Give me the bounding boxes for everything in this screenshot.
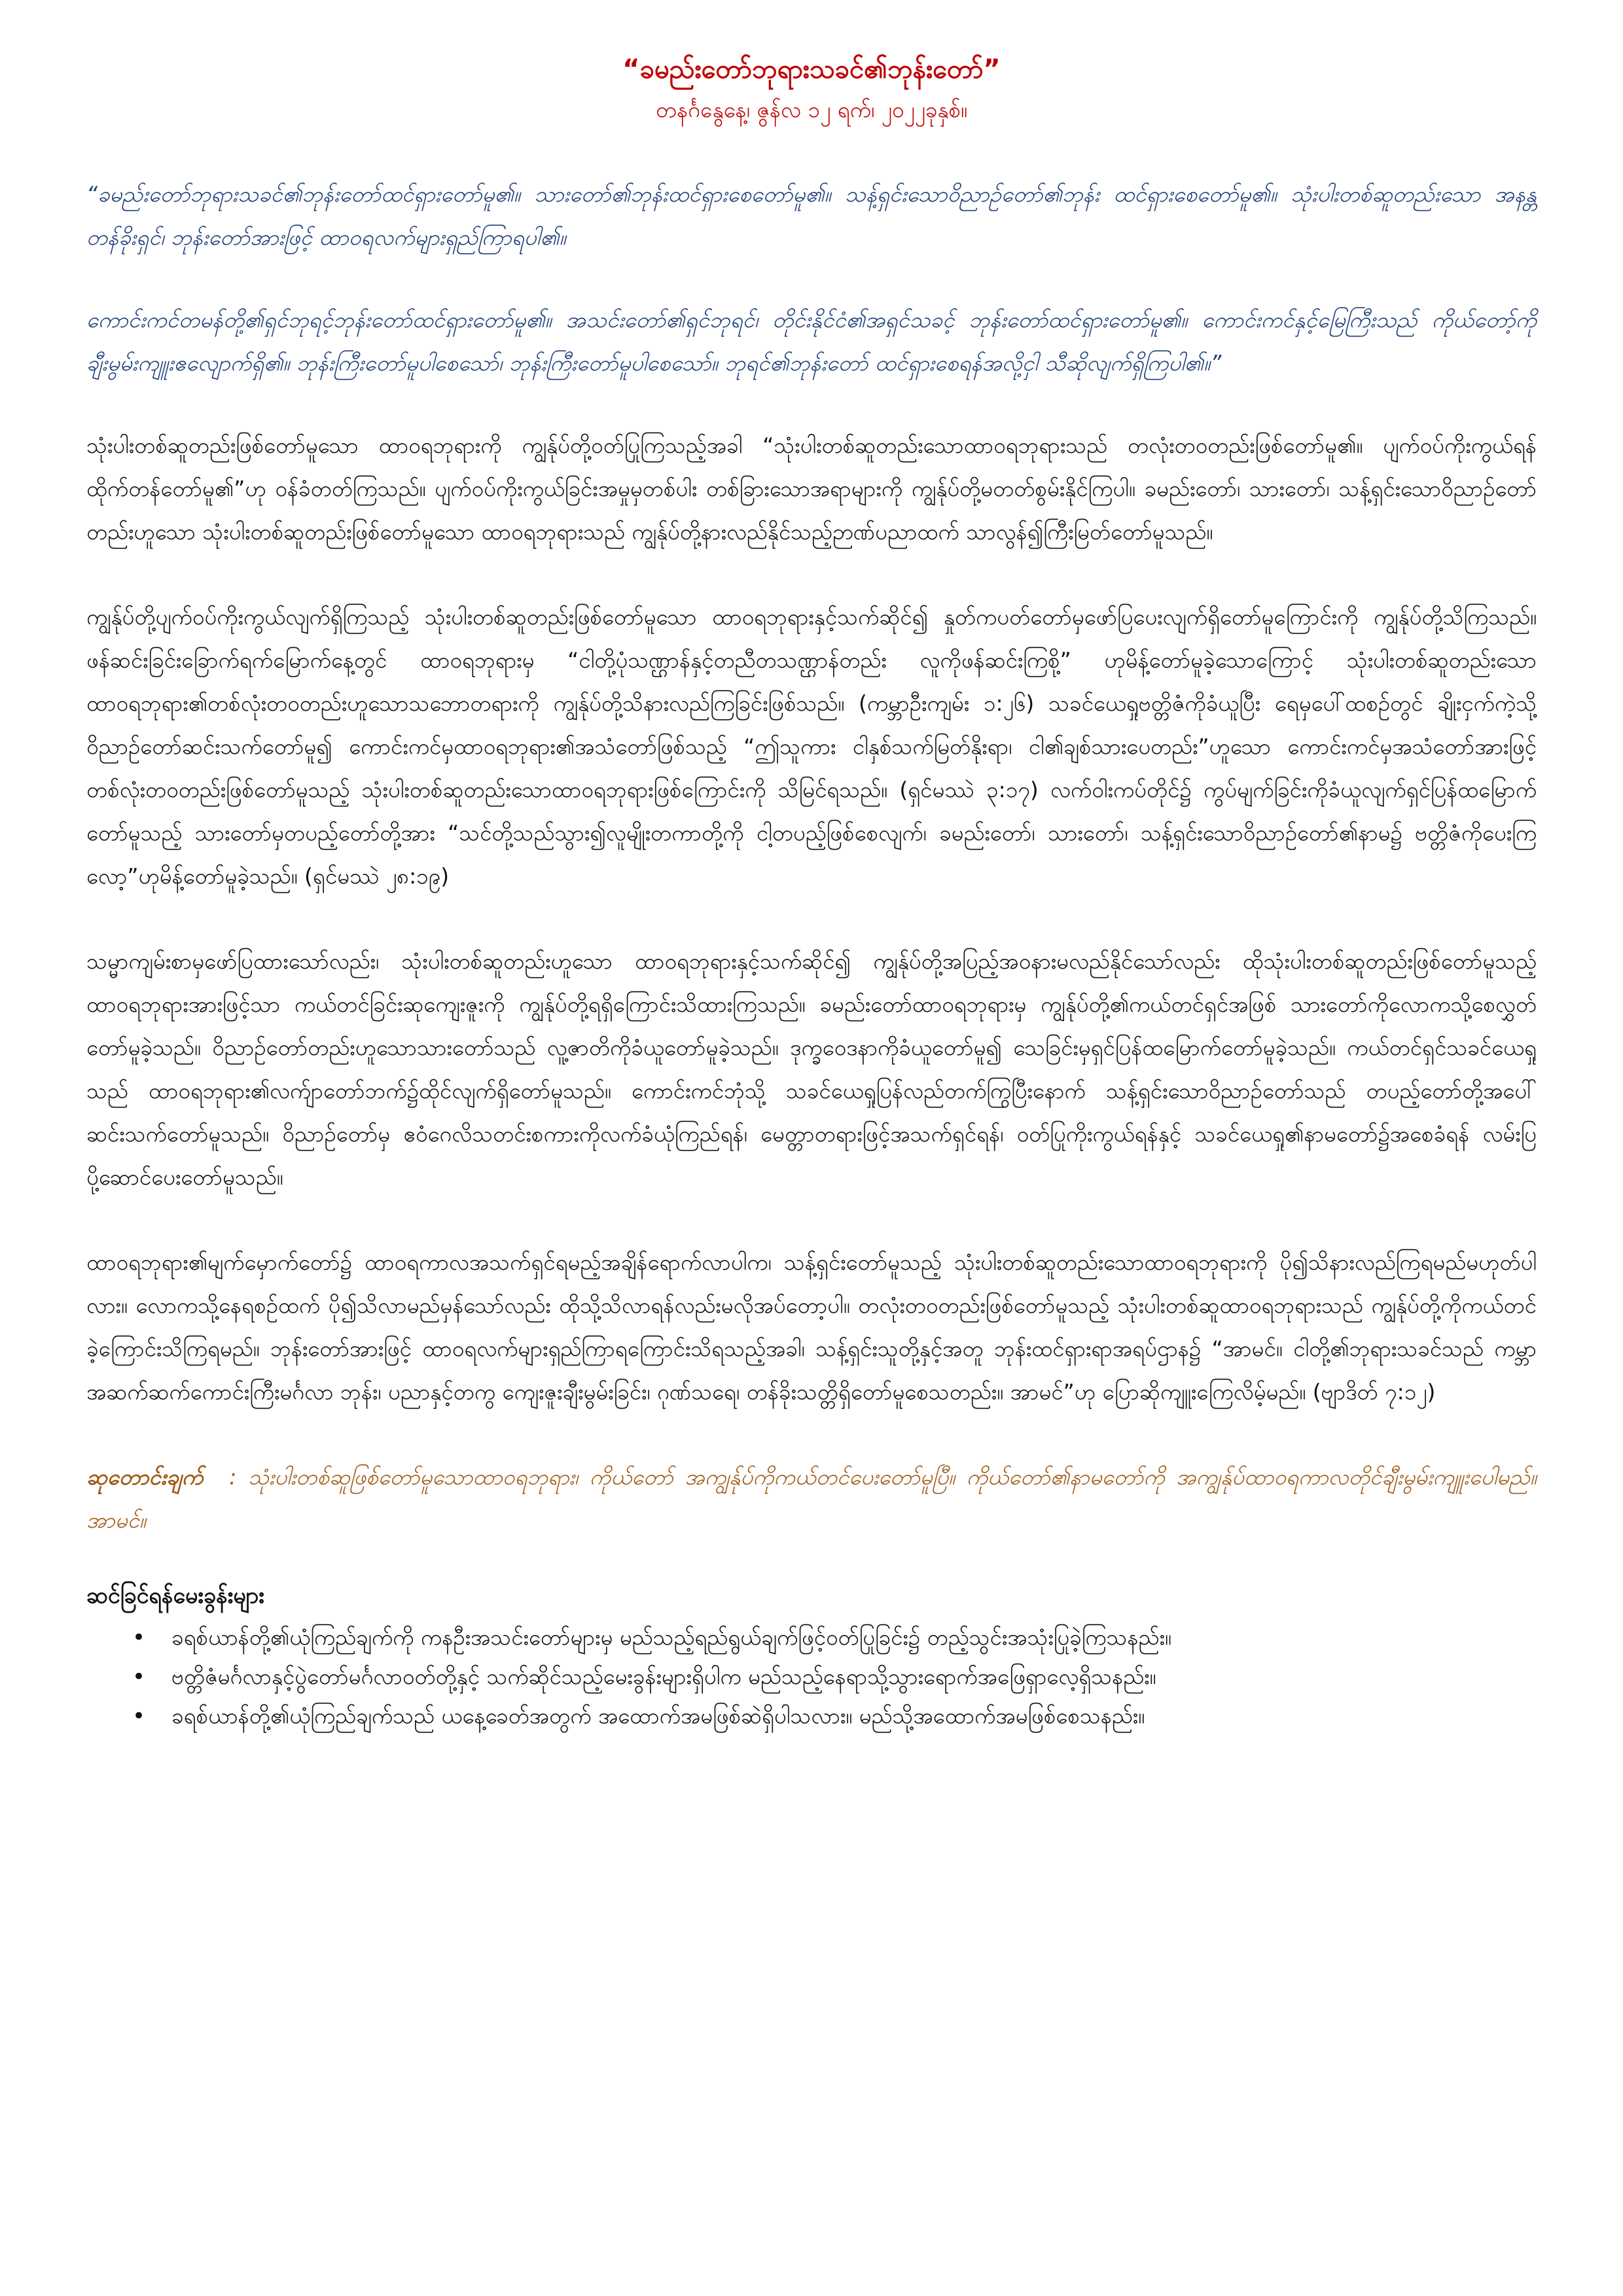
bullet-icon: •: [132, 1664, 146, 1690]
opening-quote-1: “ခမည်းတော်ဘုရားသခင်၏ဘုန်းတော်ထင်ရှားတော်မူ၏။ သားတော်၏ဘုန်းထင်ရှားစေတော်မူ၏။ သန့်ရှင်းသောဝိညာဉ်တော်၏ဘုန်း ထင်ရှားစေတော်မူ၏။ သုံးပါးတစ်ဆူတည်းသော အနန္တတန်ခိုးရှင်၊ ဘုန်းတော်အားဖြင့် ထာဝရလက်များရှည်ကြာရပါ၏။: [86, 181, 1537, 250]
question-text: ခရစ်ယာန်တို့၏ယုံကြည်ချက်ကို ကနဦးအသင်းတော်များမှ မည်သည့်ရည်ရွယ်ချက်ဖြင့်ဝတ်ပြုခြင်း၌ တည့်သွင်းအသုံးပြုခဲ့ကြသနည်း။: [171, 1624, 1171, 1650]
bullet-icon: •: [132, 1624, 146, 1651]
question-item: [126, 1618, 1537, 1657]
question-text: ခရစ်ယာန်တို့၏ယုံကြည်ချက်သည် ယနေ့ခေတ်အတွက် အထောက်အမဖြစ်ဆဲရှိပါသလား။ မည်သို့အထောက်အမဖြစ်စေသနည်း။: [171, 1703, 1145, 1729]
body-paragraph-4: ထာဝရဘုရား၏မျက်မှောက်တော်၌ ထာဝရကာလအသက်ရှင်ရမည့်အချိန်ရောက်လာပါက၊ သန့်ရှင်းတော်မူသည့် သုံးပါးတစ်ဆူတည်းသောထာဝရဘုရားကို ပို၍သိနားလည်ကြရမည်မဟုတ်ပါလား။ လောကသို့နေရစဉ်ထက် ပို၍သိလာမည်မှန်သော်လည်း ထိုသို့သိလာရန်လည်းမလိုအပ်တော့ပါ။ တလုံးတဝတည်းဖြစ်တော်မူသည့် သုံးပါးတစ်ဆူထာဝရဘုရားသည် ကျွန်ုပ်တို့ကိုကယ်တင်ခဲ့ကြောင်းသိကြရမည်။ ဘုန်းတော်အားဖြင့် ထာဝရလက်များရှည်ကြာရကြောင်းသိရသည့်အခါ၊ သန့်ရှင်းသူတို့နှင့်အတူ ဘုန်းထင်ရှားရာအရပ်ဌာန၌ “အာမင်။ ငါတို့၏ဘုရားသခင်သည် ကမ္ဘာအဆက်ဆက်ကောင်းကြီးမင်္ဂလာ ဘုန်း၊ ပညာနှင့်တကွ ကျေးဇူးချီးမွမ်းခြင်း၊ ဂုဏ်သရေ၊ တန်ခိုးသတ္တိရှိတော်မူစေသတည်း။ အာမင်”ဟု ပြောဆိုကျူးကြေလိမ့်မည်။ (ဗျာဒိတ် ၇:၁၂): [86, 1249, 1537, 1405]
question-text: ဗတ္တိဇံမင်္ဂလာနှင့်ပွဲတော်မင်္ဂလာဝတ်တို့နှင့် သက်ဆိုင်သည့်မေးခွန်းများရှိပါက မည်သည့်နေရာသို့သွားရောက်အဖြေရှာလေ့ရှိသနည်း။: [171, 1664, 1156, 1689]
opening-quote-2: ကောင်းကင်တမန်တို့၏ရှင်ဘုရင့်ဘုန်းတော်ထင်ရှားတော်မူ၏။ အသင်းတော်၏ရှင်ဘုရင်၊ တိုင်းနိုင်ငံ၏အရှင်သခင့် ဘုန်းတော်ထင်ရှားတော်မူ၏။ ကောင်းကင်နှင့်မြေကြီးသည် ကိုယ်တော့်ကိုချီးမွမ်းကျူးဧလျောက်ရှိ၏။ ဘုန်းကြီးတော်မူပါစေသော်၊ ဘုန်းကြီးတော်မူပါစေသော်။ ဘုရင်၏ဘုန်းတော် ထင်ရှားစေရန်အလို့ငှါ သီဆိုလျက်ရှိကြပါ၏။”: [86, 307, 1537, 376]
prayer-label: ဆုတောင်းချက်: [86, 1464, 204, 1490]
prayer-text: : သုံးပါးတစ်ဆူဖြစ်တော်မူသောထာဝရဘုရား၊ ကိုယ်တော် အကျွန်ုပ်ကိုကယ်တင်ပေးတော်မူပြီ။ ကိုယ်တော်၏နာမတော်ကို အကျွန်ုပ်ထာဝရကာလတိုင်ချီးမွမ်းကျူးပေါမည်။ အာမင်။: [86, 1464, 1537, 1533]
bullet-icon: •: [132, 1703, 146, 1729]
page-title: “ခမည်းတော်ဘုရားသခင်၏ဘုန်းတော်”: [622, 54, 1001, 84]
question-item: [126, 1657, 1537, 1696]
prayer-block: [86, 1456, 1537, 1542]
body-paragraph-1: သုံးပါးတစ်ဆူတည်းဖြစ်တော်မူသော ထာဝရဘုရားကို ကျွန်ုပ်တို့ဝတ်ပြုကြသည့်အခါ “သုံးပါးတစ်ဆူတည်းသောထာဝရဘုရားသည် တလုံးတဝတည်းဖြစ်တော်မူ၏။ ပျက်ဝပ်ကိုးကွယ်ရန် ထိုက်တန်တော်မူ၏”ဟု ဝန်ခံတတ်ကြသည်။ ပျက်ဝပ်ကိုးကွယ်ခြင်းအမှုမှတစ်ပါး တစ်ခြားသောအရာများကို ကျွန်ုပ်တို့မတတ်စွမ်းနိုင်ကြပါ။ ခမည်းတော်၊ သားတော်၊ သန့်ရှင်းသောဝိညာဉ်တော်တည်းဟူသော သုံးပါးတစ်ဆူတည်းဖြစ်တော်မူသော ထာဝရဘုရားသည် ကျွန်ုပ်တို့နားလည်နိုင်သည့်ဉာဏ်ပညာထက် သာလွန်၍ကြီးမြတ်တော်မူသည်။: [86, 433, 1537, 545]
page-date: တနင်္ဂနွေနေ့၊ ဇွန်လ ၁၂ ရက်၊ ၂၀၂၂ခုနှစ်။: [655, 97, 968, 122]
question-item: [126, 1696, 1537, 1736]
questions-heading: ဆင်ခြင်ရန်မေးခွန်းများ: [86, 1583, 264, 1609]
body-paragraph-2: ကျွန်ုပ်တို့ပျက်ဝပ်ကိုးကွယ်လျက်ရှိကြသည့် သုံးပါးတစ်ဆူတည်းဖြစ်တော်မူသော ထာဝရဘုရားနှင့်သက်ဆိုင်၍ နှုတ်ကပတ်တော်မှဖော်ပြပေးလျက်ရှိတော်မူကြောင်းကို ကျွန်ုပ်တို့သိကြသည်။ ဖန်ဆင်းခြင်းခြောက်ရက်မြောက်နေ့တွင် ထာဝရဘုရားမှ “ငါတို့ပုံသဏ္ဌာန်နှင့်တညီတသဏ္ဌာန်တည်း လူကိုဖန်ဆင်းကြစို့” ဟုမိန့်တော်မူခဲ့သောကြောင့် သုံးပါးတစ်ဆူတည်းသော ထာဝရဘုရား၏တစ်လုံးတဝတည်းဟူသောသဘောတရားကို ကျွန်ုပ်တို့သိနားလည်ကြခြင်းဖြစ်သည်။ (ကမ္ဘာဦးကျမ်း ၁:၂၆) သခင်ယေရှုဗတ္တိဇံကိုခံယူပြီး ရေမှပေါ်ထစဉ်တွင် ချိုးငှက်ကဲ့သို့ဝိညာဉ်တော်ဆင်းသက်တော်မူ၍ ကောင်းကင်မှထာဝရဘုရား၏အသံတော်ဖြစ်သည့် “ဤသူကား ငါနှစ်သက်မြတ်နိုးရာ၊ ငါ၏ချစ်သားပေတည်း”ဟူသော ကောင်းကင်မှအသံတော်အားဖြင့် တစ်လုံးတဝတည်းဖြစ်တော်မူသည့် သုံးပါးတစ်ဆူတည်းသောထာဝရဘုရားဖြစ်ကြောင်းကို သိမြင်ရသည်။ (ရှင်မဿဲ ၃:၁၇) လက်ဝါးကပ်တိုင်၌ ကွပ်မျက်ခြင်းကိုခံယူလျက်ရှင်ပြန်ထမြောက်တော်မူသည့် သားတော်မှတပည့်တော်တို့အား “သင်တို့သည်သွား၍လူမျိုးတကာတို့ကို ငါ့တပည့်ဖြစ်စေလျက်၊ ခမည်းတော်၊ သားတော်၊ သန့်ရှင်းသောဝိညာဉ်တော်၏နာမ၌ ဗတ္တိဇံကိုပေးကြလော့”ဟုမိန့်တော်မူခဲ့သည်။ (ရှင်မဿဲ ၂၈:၁၉): [86, 604, 1537, 889]
questions-list: [86, 1618, 1537, 1736]
body-paragraph-3: သမ္မာကျမ်းစာမှဖော်ပြထားသော်လည်း၊ သုံးပါးတစ်ဆူတည်းဟူသော ထာဝရဘုရားနှင့်သက်ဆိုင်၍ ကျွန်ုပ်တို့အပြည့်အဝနားမလည်နိုင်သော်လည်း ထိုသုံးပါးတစ်ဆူတည်းဖြစ်တော်မူသည့် ထာဝရဘုရားအားဖြင့်သာ ကယ်တင်ခြင်းဆုကျေးဇူးကို ကျွန်ုပ်တို့ရရှိကြောင်းသိထားကြသည်။ ခမည်းတော်ထာဝရဘုရားမှ ကျွန်ုပ်တို့၏ကယ်တင်ရှင်အဖြစ် သားတော်ကိုလောကသို့စေလွှတ်တော်မူခဲ့သည်။ ဝိညာဉ်တော်တည်းဟူသောသားတော်သည် လူ့ဇာတိကိုခံယူတော်မူခဲ့သည်။ ဒုက္ခဝေဒနာကိုခံယူတော်မူ၍ သေခြင်းမှရှင်ပြန်ထမြောက်တော်မူခဲ့သည်။ ကယ်တင်ရှင်သခင်ယေရှုသည် ထာဝရဘုရား၏လက်ျာတော်ဘက်၌ထိုင်လျက်ရှိတော်မူသည်။ ကောင်းကင်ဘုံသို့ သခင်ယေရှုပြန်လည်တက်ကြွပြီးနောက် သန့်ရှင်းသောဝိညာဉ်တော်သည် တပည့်တော်တို့အပေါ်ဆင်းသက်တော်မူသည်။ ဝိညာဉ်တော်မှ ဧဝံဂေလိသတင်းစကားကိုလက်ခံယုံကြည်ရန်၊ မေတ္တာတရားဖြင့်အသက်ရှင်ရန်၊ ဝတ်ပြုကိုးကွယ်ရန်နှင့် သခင်ယေရှု၏နာမတော်၌အစေခံရန် လမ်းပြပို့ဆောင်ပေးတော်မူသည်။: [86, 948, 1537, 1190]
